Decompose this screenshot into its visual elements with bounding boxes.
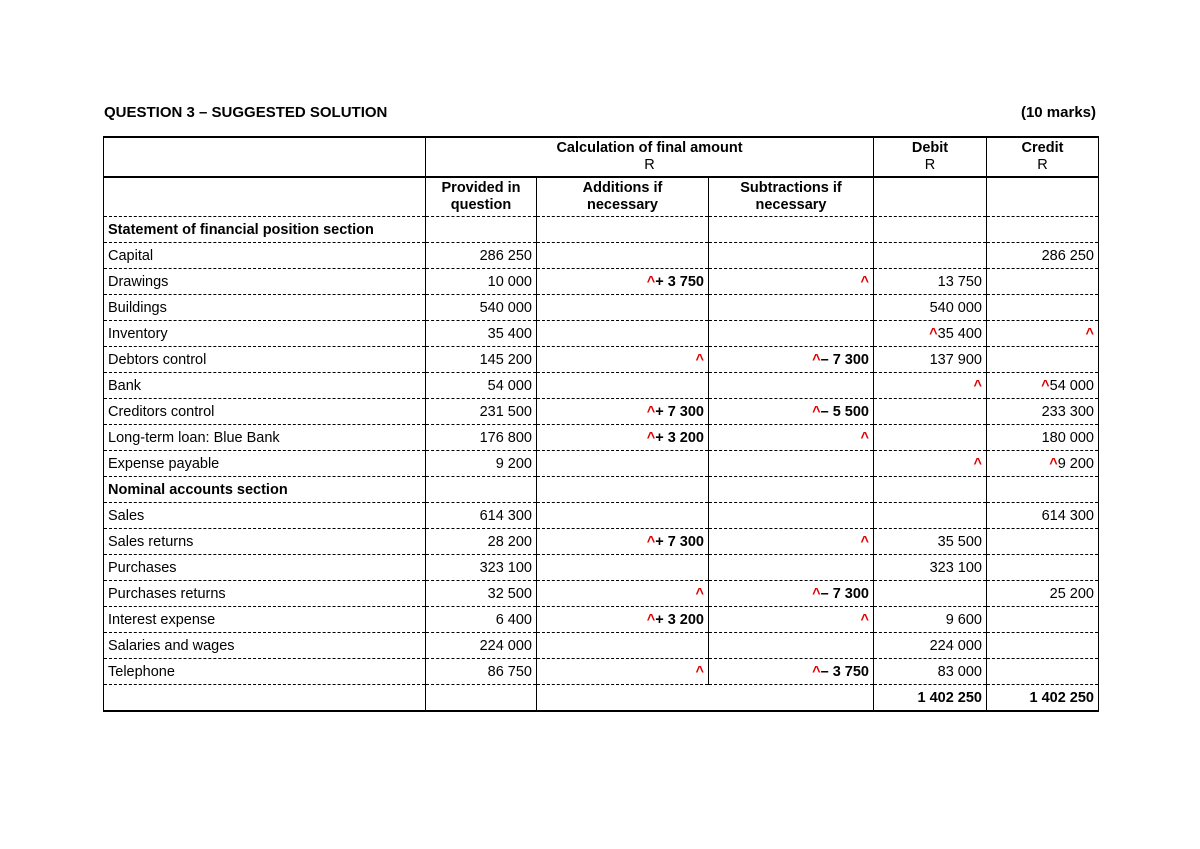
subtractions-header-line1: Subtractions if (740, 180, 842, 196)
provided-amount: 286 250 (426, 243, 537, 269)
account-label: Long-term loan: Blue Bank (104, 425, 426, 451)
debit-cell (874, 451, 987, 477)
credit-cell (987, 633, 1099, 659)
provided-cell (426, 217, 537, 243)
addition-cell (537, 659, 709, 685)
addition-cell (537, 503, 709, 529)
debit-cell (874, 555, 987, 581)
marks-label: (10 marks) (1020, 104, 1096, 121)
tick-mark: ^ (812, 663, 821, 680)
addition-cell (537, 607, 709, 633)
section-title: Statement of financial position section (104, 217, 426, 243)
provided-amount: 231 500 (426, 399, 537, 425)
provided-cell (426, 477, 537, 503)
debit-cell (874, 425, 987, 451)
provided-amount: 10 000 (426, 269, 537, 295)
tick-mark: ^ (973, 377, 982, 394)
debit-cell (874, 347, 987, 373)
tick-mark: ^ (646, 273, 656, 290)
addition-cell (537, 269, 709, 295)
account-label: Interest expense (104, 607, 426, 633)
account-row (104, 451, 1099, 477)
debit-amount: 540 000 (929, 299, 982, 316)
tick-mark: ^ (646, 533, 656, 550)
account-label: Inventory (104, 321, 426, 347)
provided-amount: 614 300 (426, 503, 537, 529)
calc-header (426, 137, 874, 177)
credit-amount: 233 300 (1041, 403, 1094, 420)
credit-cell (987, 373, 1099, 399)
subtraction-cell (709, 555, 874, 581)
header-row-sub (104, 177, 1099, 217)
debit-cell (874, 581, 987, 607)
credit-amount: 9 200 (1057, 455, 1094, 472)
account-label: Expense payable (104, 451, 426, 477)
provided-amount: 54 000 (426, 373, 537, 399)
account-row (104, 295, 1099, 321)
subheader-blank (104, 177, 426, 217)
credit-cell (987, 659, 1099, 685)
account-label: Buildings (104, 295, 426, 321)
debit-cell (874, 477, 987, 503)
addition-cell (537, 217, 709, 243)
provided-amount: 323 100 (426, 555, 537, 581)
account-row (104, 659, 1099, 685)
provided-amount: 32 500 (426, 581, 537, 607)
account-label: Bank (104, 373, 426, 399)
addition-amount: + 3 750 (655, 273, 704, 290)
debit-amount: 35 400 (937, 325, 982, 342)
subtraction-cell (709, 243, 874, 269)
account-row (104, 555, 1099, 581)
tick-mark: ^ (929, 325, 938, 342)
subtraction-amount: – 7 300 (820, 351, 869, 368)
debit-amount: 9 600 (945, 611, 982, 628)
credit-cell (987, 581, 1099, 607)
provided-amount: 145 200 (426, 347, 537, 373)
addition-cell (537, 295, 709, 321)
credit-cell (987, 321, 1099, 347)
addition-cell (537, 425, 709, 451)
debit-amount: 13 750 (937, 273, 982, 290)
addition-cell (537, 243, 709, 269)
tick-mark: ^ (812, 585, 821, 602)
subtraction-cell (709, 425, 874, 451)
debit-header-title: Debit (911, 140, 949, 156)
addition-cell (537, 321, 709, 347)
total-debit: 1 402 250 (874, 685, 987, 712)
debit-header (874, 137, 987, 177)
addition-amount: + 3 200 (655, 611, 704, 628)
tick-mark: ^ (1041, 377, 1050, 394)
credit-amount: 25 200 (1049, 585, 1094, 602)
account-label: Telephone (104, 659, 426, 685)
credit-header-title: Credit (1021, 140, 1064, 156)
credit-cell (987, 555, 1099, 581)
subtractions-header (709, 177, 874, 217)
document-heading (104, 104, 1096, 124)
credit-cell (987, 347, 1099, 373)
tick-mark: ^ (973, 455, 982, 472)
subtraction-cell (709, 477, 874, 503)
totals-adjustments (537, 685, 874, 712)
tick-mark: ^ (860, 533, 869, 550)
account-row (104, 503, 1099, 529)
header-row-main (104, 137, 1099, 177)
debit-subheader-blank (874, 177, 987, 217)
tick-mark: ^ (695, 351, 704, 368)
subtraction-cell (709, 581, 874, 607)
addition-cell (537, 347, 709, 373)
account-row (104, 269, 1099, 295)
subtraction-cell (709, 529, 874, 555)
debit-cell (874, 243, 987, 269)
addition-cell (537, 529, 709, 555)
credit-cell (987, 399, 1099, 425)
subtraction-cell (709, 217, 874, 243)
credit-cell (987, 269, 1099, 295)
account-row (104, 399, 1099, 425)
tick-mark: ^ (1085, 325, 1094, 342)
subtractions-header-line2: necessary (755, 197, 827, 213)
credit-cell (987, 451, 1099, 477)
totals-row (104, 685, 1099, 712)
calc-header-unit: R (644, 157, 655, 173)
provided-amount: 540 000 (426, 295, 537, 321)
tick-mark: ^ (860, 429, 869, 446)
account-row (104, 243, 1099, 269)
credit-cell (987, 477, 1099, 503)
credit-header (987, 137, 1099, 177)
credit-amount: 180 000 (1041, 429, 1094, 446)
debit-amount: 224 000 (929, 637, 982, 654)
account-label: Capital (104, 243, 426, 269)
additions-header-line1: Additions if (582, 180, 663, 196)
debit-cell (874, 269, 987, 295)
account-row (104, 607, 1099, 633)
provided-header (426, 177, 537, 217)
provided-amount: 176 800 (426, 425, 537, 451)
subtraction-amount: – 3 750 (820, 663, 869, 680)
question-title: QUESTION 3 – SUGGESTED SOLUTION (104, 104, 388, 121)
debit-amount: 83 000 (937, 663, 982, 680)
debit-cell (874, 373, 987, 399)
account-row (104, 373, 1099, 399)
provided-amount: 28 200 (426, 529, 537, 555)
addition-cell (537, 451, 709, 477)
provided-amount: 9 200 (426, 451, 537, 477)
debit-cell (874, 503, 987, 529)
header-blank (104, 137, 426, 177)
provided-header-line1: Provided in (441, 180, 521, 196)
subtraction-cell (709, 347, 874, 373)
section-row (104, 217, 1099, 243)
tick-mark: ^ (812, 351, 821, 368)
account-label: Debtors control (104, 347, 426, 373)
account-row (104, 321, 1099, 347)
debit-amount: 137 900 (929, 351, 982, 368)
credit-amount: 614 300 (1041, 507, 1094, 524)
account-row (104, 529, 1099, 555)
tick-mark: ^ (646, 429, 656, 446)
subtraction-amount: – 7 300 (820, 585, 869, 602)
debit-cell (874, 633, 987, 659)
credit-cell (987, 503, 1099, 529)
credit-cell (987, 295, 1099, 321)
addition-cell (537, 633, 709, 659)
debit-cell (874, 321, 987, 347)
additions-header-line2: necessary (587, 197, 658, 213)
account-label: Purchases (104, 555, 426, 581)
account-label: Sales (104, 503, 426, 529)
debit-cell (874, 607, 987, 633)
credit-header-unit: R (1037, 157, 1048, 173)
debit-amount: 35 500 (937, 533, 982, 550)
debit-cell (874, 659, 987, 685)
subtraction-cell (709, 607, 874, 633)
provided-amount: 224 000 (426, 633, 537, 659)
provided-header-line2: question (450, 197, 512, 213)
debit-header-unit: R (924, 157, 936, 173)
additions-header (537, 177, 709, 217)
addition-cell (537, 477, 709, 503)
subtraction-cell (709, 269, 874, 295)
debit-cell (874, 217, 987, 243)
account-label: Salaries and wages (104, 633, 426, 659)
addition-amount: + 7 300 (655, 533, 704, 550)
tick-mark: ^ (646, 403, 656, 420)
account-row (104, 347, 1099, 373)
subtraction-cell (709, 399, 874, 425)
credit-cell (987, 607, 1099, 633)
debit-cell (874, 295, 987, 321)
subtraction-cell (709, 321, 874, 347)
tick-mark: ^ (812, 403, 821, 420)
provided-amount: 35 400 (426, 321, 537, 347)
subtraction-cell (709, 659, 874, 685)
provided-amount: 86 750 (426, 659, 537, 685)
section-title: Nominal accounts section (104, 477, 426, 503)
total-credit: 1 402 250 (987, 685, 1099, 712)
credit-amount: 54 000 (1049, 377, 1094, 394)
subtraction-cell (709, 633, 874, 659)
account-row (104, 425, 1099, 451)
subtraction-cell (709, 503, 874, 529)
tick-mark: ^ (1049, 455, 1058, 472)
credit-subheader-blank (987, 177, 1099, 217)
subtraction-cell (709, 295, 874, 321)
totals-label (104, 685, 426, 712)
account-row (104, 633, 1099, 659)
debit-amount: 323 100 (929, 559, 982, 576)
totals-provided (426, 685, 537, 712)
addition-cell (537, 555, 709, 581)
debit-cell (874, 399, 987, 425)
account-label: Sales returns (104, 529, 426, 555)
credit-amount: 286 250 (1041, 247, 1094, 264)
addition-amount: + 3 200 (655, 429, 704, 446)
credit-cell (987, 529, 1099, 555)
subtraction-amount: – 5 500 (820, 403, 869, 420)
tick-mark: ^ (860, 611, 869, 628)
credit-cell (987, 243, 1099, 269)
section-row (104, 477, 1099, 503)
credit-cell (987, 425, 1099, 451)
addition-amount: + 7 300 (655, 403, 704, 420)
account-row (104, 581, 1099, 607)
provided-amount: 6 400 (426, 607, 537, 633)
account-label: Drawings (104, 269, 426, 295)
account-label: Purchases returns (104, 581, 426, 607)
tick-mark: ^ (695, 585, 704, 602)
debit-cell (874, 529, 987, 555)
tick-mark: ^ (695, 663, 704, 680)
subtraction-cell (709, 451, 874, 477)
subtraction-cell (709, 373, 874, 399)
credit-cell (987, 217, 1099, 243)
account-label: Creditors control (104, 399, 426, 425)
addition-cell (537, 399, 709, 425)
calc-header-title: Calculation of final amount (556, 140, 743, 156)
addition-cell (537, 373, 709, 399)
tick-mark: ^ (646, 611, 656, 628)
addition-cell (537, 581, 709, 607)
trial-balance-table (103, 136, 1099, 712)
tick-mark: ^ (860, 273, 869, 290)
